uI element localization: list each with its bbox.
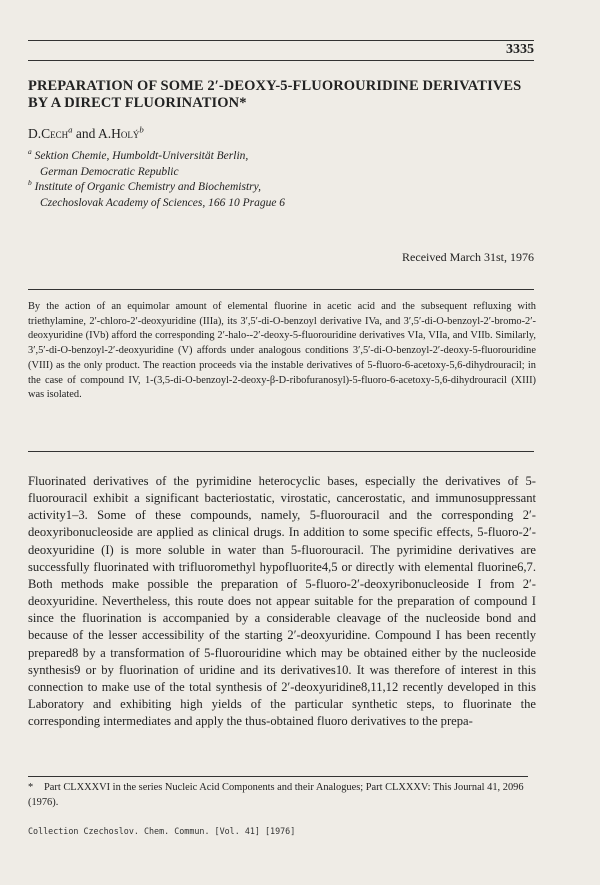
affiliation-b-mark: b [28, 178, 32, 188]
body-text [28, 473, 536, 730]
abstract-top-rule [28, 289, 534, 290]
affiliation-a-mark: a [28, 147, 32, 157]
author-1-initial: D. [28, 126, 42, 141]
body-paragraph: Fluorinated derivatives of the pyrimidine heterocyclic bases, especially the derivatives of 5-fluorouracil exhibit a significant bacteriostatic, virostatic, cancerostatic, and immunosuppressant activity1–3. Some of these compounds, namely, 5-fluorouracil and the corresponding 2′-deoxyribonucleoside are applied as clinical drugs. In addition to some specific effects, 5-fluoro-2′-deoxyuridine (I) is more soluble in water than 5-fluorouracil. The pyrimidine derivatives are successfully fluorinated with trifluoromethyl hypofluorite4,5 or directly with elemental fluorine6,7. Both methods make possible the preparation of 5-fluoro-2′-deoxyribonucleoside I from 2′-deoxyuridine. Nevertheless, this route does not appear suitable for the preparation of compound I since the fluorination is accompanied by a considerable cleavage of the nucleoside bond and because of the lesser accessibility of the starting 2′-deoxyuridine. Compound I has been recently prepared8 by a transformation of 5-fluorouridine which may be obtained either by the nucleoside synthesis9 or by fluorination of uridine and its derivatives10. It was therefore of interest in this connection to make use of the total synthesis of 2′-deoxyuridine8,11,12 recently developed in this Laboratory and exhibiting high yields of the particular synthetic steps, to fluorinate the corresponding intermediates and apply the thus-obtained fluoro derivatives to the prepa- [28, 474, 536, 729]
abstract: By the action of an equimolar amount of elemental fluorine in acetic acid and the subsequent refluxing with triethylamine, 2′-chloro-2′-deoxyuridine (IIIa), its 3′,5′-di-O-benzoyl derivative IVa, and 3′,5′-di-O-benzoyl-2′-bromo-2′-deoxyuridine (IVb) afford the corresponding 2′-halo--2′-deoxy-5-fluorouridine derivatives VIa, VIIa, and VIIb. Similarly, 3′,5′-di-O-benzoyl-2′-deoxyuridine (V) affords under analogous conditions 3′,5′-di-O-benzoyl-2′-deoxy-5-fluorouridine (VIII) as the only product. The reaction proceeds via the instable derivatives of 5-fluoro-6-acetoxy-5,6-dihydrouracil; in the case of compound IV, 1-(3,5-di-O-benzoyl-2-deoxy-β-D-ribofuranosyl)-5-fluoro-6-acetoxy-5,6-dihydrouracil (XIII) was isolated. [28, 301, 536, 401]
author-1-affiliation-mark: a [68, 124, 73, 135]
footnote-text: Part CLXXXVI in the series Nucleic Acid Components and their Analogues; Part CLXXXV: This Journal 41, 2096 (1976). [28, 782, 524, 808]
header-rule [28, 60, 534, 61]
footnote-mark: * [28, 782, 34, 793]
received-date: Received March 31st, 1976 [402, 250, 534, 264]
affiliation-b-line-1: Institute of Organic Chemistry and Biochemistry, [34, 181, 261, 193]
top-rule [28, 40, 534, 41]
affiliation-a-line-2: German Democratic Republic [40, 165, 179, 178]
author-list [28, 126, 144, 142]
abstract-bottom-rule [28, 451, 534, 452]
author-conjunction: and [72, 126, 99, 141]
affiliation-b [28, 180, 548, 211]
footnote [28, 781, 536, 810]
author-2-surname: Holý [111, 126, 140, 141]
affiliation-b-line-2: Czechoslovak Academy of Sciences, 166 10 Prague 6 [40, 196, 286, 209]
affiliation-a [28, 149, 548, 180]
footnote-rule [28, 776, 528, 777]
article-title [28, 78, 538, 112]
author-1-surname: Cech [41, 126, 69, 141]
title-line-2: BY A DIRECT FLUORINATION* [28, 95, 247, 111]
author-2-affiliation-mark: b [139, 124, 144, 135]
affiliations [28, 149, 548, 211]
author-2-initial: A. [98, 126, 112, 141]
affiliation-a-line-1: Sektion Chemie, Humboldt-Universität Berlin, [34, 150, 249, 162]
page-number: 3335 [506, 42, 534, 57]
title-line-1: PREPARATION OF SOME 2′-DEOXY-5-FLUOROURIDINE DERIVATIVES [28, 78, 522, 94]
journal-citation: Collection Czechoslov. Chem. Commun. [Vol. 41] [1976] [28, 826, 296, 836]
